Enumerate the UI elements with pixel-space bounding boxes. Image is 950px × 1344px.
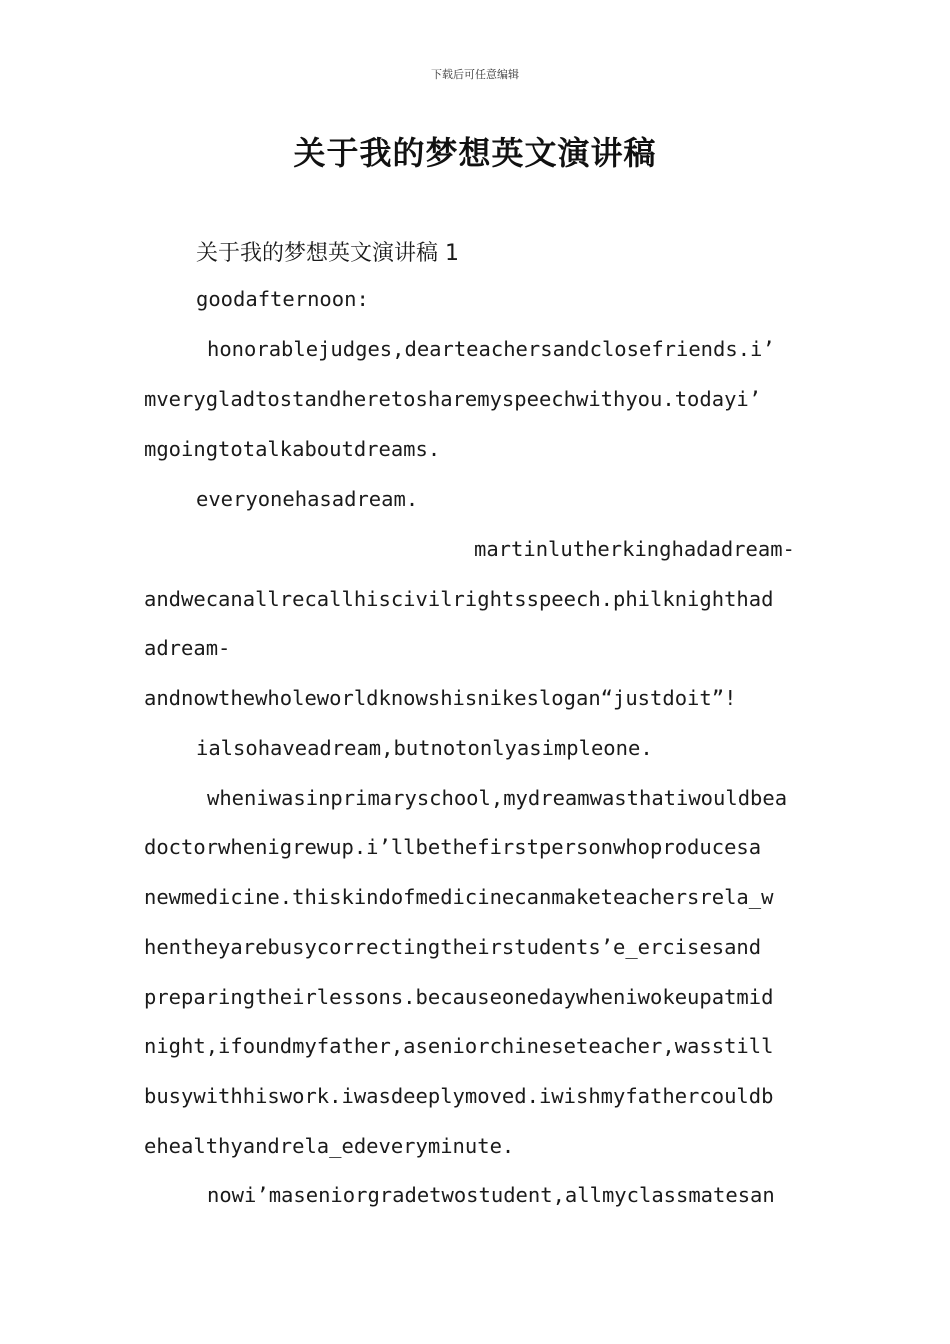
- body-line: martinlutherkinghadadream-: [474, 537, 795, 561]
- body-line: wheniwasinprimaryschool,mydreamwasthatiwouldbea: [207, 786, 788, 810]
- body-line: night,ifoundmyfather,aseniorchineseteacher,wasstill: [144, 1034, 774, 1058]
- body-line: ehealthyandrela_edeveryminute.: [144, 1134, 515, 1158]
- body-line: goodafternoon:: [196, 287, 369, 311]
- body-line: mverygladtostandheretosharemyspeechwithyou.todayi’: [144, 387, 762, 411]
- body-line: ialsohaveadream,butnotonlyasimpleone.: [196, 736, 653, 760]
- document-title: 关于我的梦想英文演讲稿: [293, 134, 657, 172]
- body-line: doctorwhenigrewup.i’llbethefirstpersonwhoproducesa: [144, 835, 762, 859]
- body-line: everyonehasadream.: [196, 487, 419, 511]
- body-line: busywithhiswork.iwasdeeplymoved.iwishmyfathercouldb: [144, 1084, 774, 1108]
- body-line: andnowthewholeworldknowshisnikeslogan“justdoit”!: [144, 686, 737, 710]
- body-line: newmedicine.thiskindofmedicinecanmaketeachersrela_w: [144, 885, 774, 909]
- body-line: preparingtheirlessons.becauseonedaywheniwokeupatmid: [144, 985, 774, 1009]
- body-line: andwecanallrecallhiscivilrightsspeech.philknighthad: [144, 587, 774, 611]
- header-note: 下载后可任意编辑: [431, 68, 519, 81]
- section-heading: 关于我的梦想英文演讲稿 1: [196, 241, 459, 266]
- body-line: adream-: [144, 636, 231, 660]
- body-line: nowi’maseniorgradetwostudent,allmyclassmatesan: [207, 1183, 775, 1207]
- body-line: mgoingtotalkaboutdreams.: [144, 437, 441, 461]
- body-line: honorablejudges,dearteachersandclosefriends.i’: [207, 337, 775, 361]
- body-line: hentheyarebusycorrectingtheirstudents’e_ercisesand: [144, 935, 762, 959]
